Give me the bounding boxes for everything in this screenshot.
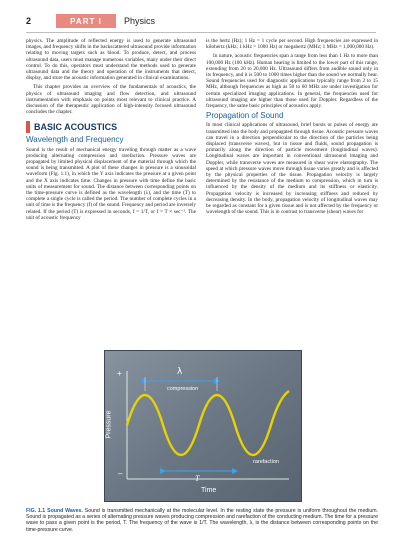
paragraph: physics. The amplitude of reflected energy is used to generate ultrasound images, and frequency shifts in the backscattered ultrasound provide information relating to moving targets such as blood. To produce, detect, and process ultrasound data, users must manage numerous variables, many under their direct control. To do this, operators must understand the methods used to generate ultrasound data and the theory and operation of the instruments that detect, display, and store the acoustic information generated in clinical examinations.: [26, 38, 196, 82]
part-name: Physics: [124, 16, 156, 26]
header-divider: [26, 32, 376, 33]
lambda-label: λ: [177, 367, 183, 377]
paragraph: Sound is the result of mechanical energy traveling through matter as a wave producing alternating compression and rarefaction. Pressure waves are propagated by limited physical displacement of the material through which the sound is being transmitted. A plot of these changes in pressure is a sinusoidal waveform (Fig. 1.1), in which the Y axis indicates the pressure at a given point and the X axis indicates time. Changes in pressure with time define the basic units of measurement for sound. The distance between corresponding points on the time-pressure curve is defined as the wavelength (λ), and the time (T) to complete a single cycle is called the period. The number of complete cycles in a unit of time is the frequency (f) of the sound. Frequency and period are inversely related. If the period (T) is expressed in seconds, f = 1/T, or f = T × sec⁻¹. The unit of acoustic frequency: [26, 146, 196, 221]
section-heading: [26, 121, 196, 133]
paragraph: In most clinical applications of ultrasound, brief bursts or pulses of energy are transmitted into the body and propagated through tissue. Acoustic pressure waves can travel in a direction perpendicular to the direction of the particles being displaced (transverse waves), but in tissue and fluids, sound propagation is primarily along the direction of particle movement (longitudinal waves). Longitudinal waves are important in conventional ultrasound imaging and Doppler, while transverse waves are measured in shear wave elastography. The speed at which pressure waves move through tissue varies greatly and is affected by the physical properties of the tissue. Propagation velocity is largely determined by the resistance of the medium to compression, which in turn is influenced by the density of the medium and its stiffness or elasticity. Propagation velocity is increased by increasing stiffness and reduced by decreasing density. In the body, propagation velocity of longitudinal waves may be regarded as constant for a given tissue and is not affected by the frequency or wavelength of the sound. This is in contrast to transverse (shear) waves for: [206, 122, 378, 216]
figure-illustration: [104, 350, 302, 502]
period-label: T: [195, 474, 200, 483]
figure-caption: [26, 508, 378, 533]
figure-1-1: [26, 350, 378, 550]
section-title: BASIC ACOUSTICS: [34, 122, 118, 133]
subsection-heading: Propagation of Sound: [206, 111, 284, 121]
plus-sign: +: [117, 369, 122, 378]
right-column: [206, 38, 378, 218]
paragraph: This chapter provides an overview of the fundamentals of acoustics, the physics of ultrasound imaging and flow detection, and ultrasound instrumentation with emphasis on points most relevant to clinical practice. A discussion of the therapeutic application of high-intensity focused ultrasound concludes the chapter.: [26, 84, 196, 116]
left-column: [26, 38, 196, 224]
running-header: [0, 14, 400, 32]
caption-label: FIG. 1.1: [26, 508, 46, 514]
subsection-heading: Wavelength and Frequency: [26, 135, 124, 145]
caption-text: Sound is transmitted mechanically at the molecular level. In the resting state the pressure is uniform throughout the medium. Sound is propagated as a series of alternating pressure waves producing compression and rarefaction of the conducting medium. The time for a pressure wave to pass a given point is the period, T. The frequency of the wave is 1/T. The wavelength, λ, is the distance between corresponding points on the time-pressure curve.: [26, 508, 379, 533]
paragraph: is the hertz (Hz); 1 Hz = 1 cycle per second. High frequencies are expressed in kilohertz (kHz; 1 kHz = 1000 Hz) or megahertz (MHz; 1 MHz = 1,000,000 Hz).: [206, 38, 378, 51]
sound-wave-diagram: [105, 351, 301, 501]
rarefaction-label: rarefaction: [253, 459, 279, 465]
minus-sign: –: [118, 469, 123, 478]
paragraph: In nature, acoustic frequencies span a range from less than 1 Hz to more than 100,000 Hz (100 kHz). Human hearing is limited to the lower part of this range, extending from 20 to 20,000 Hz. Ultrasound differs from audible sound only in its frequency, and it is 500 to 1000 times higher than the sound we normally hear. Sound frequencies used for diagnostic applications typically range from 2 to 15 MHz, although frequencies as high as 50 to 60 MHz are under investigation for certain specialized imaging applications. In general, the frequencies used for ultrasound imaging are higher than those used for Doppler. Regardless of the frequency, the same basic principles of acoustics apply.: [206, 53, 378, 110]
caption-title: Sound Waves.: [47, 508, 83, 514]
part-badge: PART I: [56, 14, 116, 28]
compression-label: compression: [167, 386, 199, 392]
x-axis-label: Time: [201, 487, 217, 494]
page-number: 2: [26, 16, 32, 26]
y-axis-label: Pressure: [105, 410, 113, 439]
